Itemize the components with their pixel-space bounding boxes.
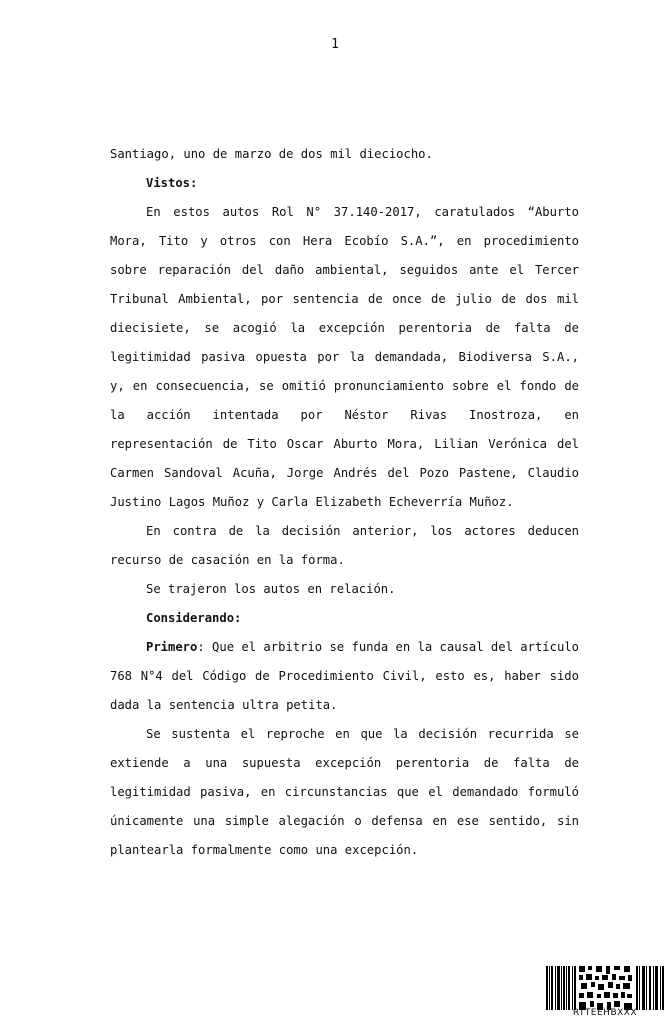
paragraph-reproche: Se sustenta el reproche en que la decisión recurrida se extiende a una supuesta excepción perentoria de falta de legitimidad pasiva, en circunstancias que el demandado formuló únicamente una simple alegación o defensa en ese sentido, sin plantearla formalmente como una excepción.: [110, 727, 579, 857]
barcode-image: [546, 966, 664, 1010]
page-number: 1: [331, 37, 339, 52]
date-line: Santiago, uno de marzo de dos mil dieciocho.: [110, 147, 433, 161]
primero-text: : Que el arbitrio se funda en la causal del artículo 768 N°4 del Código de Procedimiento Civil, esto es, haber sido dada la sentencia ultra petita.: [110, 640, 579, 712]
paragraph-relacion: Se trajeron los autos en relación.: [146, 582, 396, 596]
paragraph-vistos: En estos autos Rol N° 37.140-2017, caratulados “Aburto Mora, Tito y otros con Hera Ecobío S.A.”, en procedimiento sobre reparación del daño ambiental, seguidos ante el Tercer Tribunal Ambiental, por sentencia de once de julio de dos mil diecisiete, se acogió la excepción perentoria de falta de legitimidad pasiva opuesta por la demandada, Biodiversa S.A., y, en consecuencia, se omitió pronunciamiento sobre el fondo de la acción intentada por Néstor Rivas Inostroza, en representación de Tito Oscar Aburto Mora, Lilian Verónica del Carmen Sandoval Acuña, Jorge Andrés del Pozo Pastene, Claudio Justino Lagos Muñoz y Carla Elizabeth Echeverría Muñoz.: [110, 205, 579, 509]
barcode-code: RTTEEHBXXX: [572, 1008, 638, 1018]
paragraph-primero: [110, 633, 579, 720]
vistos-heading: Vistos:: [146, 176, 198, 190]
primero-label: Primero: [146, 640, 198, 654]
considerando-heading: Considerando:: [146, 611, 242, 625]
paragraph-recurso: En contra de la decisión anterior, los actores deducen recurso de casación en la forma.: [110, 524, 579, 567]
document-body: [110, 140, 579, 865]
